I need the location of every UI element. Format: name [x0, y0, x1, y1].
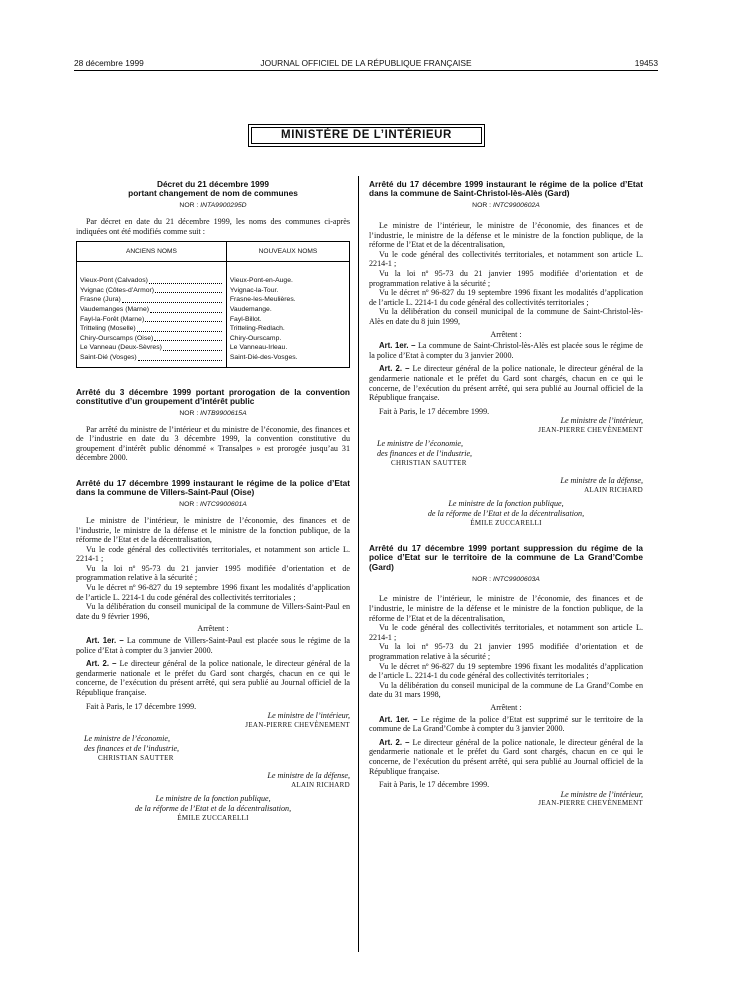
table-row: [77, 353, 350, 367]
arrete-prorogation-section: [76, 388, 350, 463]
new-name-cell: Tritteling-Redlach.: [226, 324, 349, 334]
signature-defense: Le ministre de la défense, ALAIN RICHARD: [560, 476, 643, 494]
table-row: [77, 334, 350, 344]
signature-economie: Le ministre de l’économie, des finances et de l’industrie, CHRISTIAN SAUTTER: [84, 734, 180, 762]
visa: Vu la délibération du conseil municipal de la commune de La Grand’Combe en date du 31 mars 1998,: [369, 680, 643, 700]
new-name-cell: Vaudemange.: [226, 305, 349, 315]
article-1: Art. 1er. – Le régime de la police d’Etat est supprimé sur le territoire de la commune de La Grand’Combe à compter du 3 janvier 2000.: [369, 714, 643, 734]
new-name-cell: Yvignac-la-Tour.: [226, 286, 349, 296]
visa: Vu la loi nº 95-73 du 21 janvier 1995 modifiée d’orientation et de programmation relative à la sécurité ;: [369, 642, 643, 661]
nor-line: NOR : INTB9900615A: [179, 409, 247, 417]
table-row: [77, 295, 350, 305]
old-name-cell: Fayl-la-Forêt (Marne): [77, 315, 227, 325]
table-row: [77, 315, 350, 325]
decree-title: Décret du 21 décembre 1999: [156, 179, 270, 189]
visa: Vu le code général des collectivités territoriales, et notamment son article L. 2214-1 ;: [76, 544, 350, 564]
arrete-saint-christol-section: [369, 180, 643, 528]
arretent-label: Arrêtent :: [490, 702, 522, 712]
old-name-cell: Frasne (Jura): [77, 295, 227, 305]
table-row: [77, 324, 350, 334]
table-row: [77, 305, 350, 315]
arretent-label: Arrêtent :: [197, 624, 229, 634]
preamble: Le ministre de l’intérieur, le ministre de l’économie, des finances et de l’industrie, le ministre de la défense et le ministre de la fonction publique, de la réforme de l’Etat et de la décentralisation,: [369, 594, 643, 623]
arrete-villers-section: [76, 479, 350, 823]
column-divider: [358, 176, 359, 952]
arretent-label: Arrêtent :: [490, 329, 522, 339]
preamble: Le ministre de l’intérieur, le ministre de l’économie, des finances et de l’industrie, le ministre de la défense et le ministre de la fonction publique, de la réforme de l’Etat et de la décentralisation,: [76, 515, 350, 545]
col-header-new: NOUVEAUX NOMS: [226, 242, 349, 262]
header-page-number: 19453: [634, 58, 658, 68]
visa: Vu le décret nº 96-827 du 19 septembre 1996 fixant les modalités d’application de l’article L. 2214-1 du code général des collectivités territoriales ;: [76, 583, 350, 602]
decree-intro: Par décret en date du 21 décembre 1999, les noms des communes ci-après indiquées ont été modifiés comme suit :: [76, 217, 350, 236]
signature-interieur: Le ministre de l’intérieur, JEAN-PIERRE CHEVÈNEMENT: [538, 789, 643, 808]
signature-fonction-publique: Le ministre de la fonction publique, de la réforme de l’Etat et de la décentralisation, ÉMILE ZUCCARELLI: [134, 794, 292, 822]
old-name-cell: Vaudemanges (Marne): [77, 305, 227, 315]
nor-code: INTC9900602A: [492, 202, 540, 210]
header-date: 28 décembre 1999: [74, 58, 144, 68]
right-column: [369, 180, 643, 809]
table-row: [77, 286, 350, 296]
visa: Vu le décret nº 96-827 du 19 septembre 1996 fixant les modalités d’application de l’article L. 2214-1 du code général des collectivités territoriales ;: [369, 661, 643, 681]
decree-subtitle: portant changement de nom de communes: [128, 188, 298, 199]
old-name-cell: Saint-Dié (Vosges): [77, 353, 227, 367]
visa: Vu le décret nº 96-827 du 19 septembre 1996 fixant les modalités d’application de l’article L. 2214-1 du code général des collectivités territoriales ;: [369, 288, 643, 307]
article-2: Art. 2. – Le directeur général de la police nationale, le directeur général de la gendarmerie nationale et le préfet du Gard sont chargés, chacun en ce qui le concerne, de l’exécution du présent arrêté, qui sera publié au Journal officiel de la République française.: [76, 659, 350, 697]
old-name-cell: Tritteling (Moselle): [77, 324, 227, 334]
fait-a-paris: Fait à Paris, le 17 décembre 1999.: [379, 780, 490, 790]
nor-line: NOR : INTC9900602A: [472, 202, 540, 210]
new-name-cell: Fayl-Billot.: [226, 315, 349, 325]
new-name-cell: Saint-Dié-des-Vosges.: [226, 353, 349, 367]
old-name-cell: Chiry-Ourscamps (Oise): [77, 334, 227, 344]
nor-code: INTC9900603A: [492, 575, 540, 583]
arrete-grand-combe-section: [369, 544, 643, 809]
visa: Vu le code général des collectivités territoriales, et notamment son article L. 2214-1 ;: [369, 623, 643, 642]
names-table: [76, 241, 350, 367]
old-name-cell: Vieux-Pont (Calvados): [77, 262, 227, 286]
signature-interieur: Le ministre de l’intérieur, JEAN-PIERRE CHEVÈNEMENT: [245, 711, 350, 729]
nor-line: NOR : INTA9900295D: [179, 202, 247, 210]
ministry-title: MINISTÈRE DE L’INTÉRIEUR: [251, 127, 482, 144]
signature-interieur: Le ministre de l’intérieur, JEAN-PIERRE CHEVÈNEMENT: [538, 416, 643, 434]
header-journal: JOURNAL OFFICIEL DE LA RÉPUBLIQUE FRANÇAISE: [260, 58, 472, 68]
nor-code: INTC9900601A: [199, 501, 247, 509]
left-column: [76, 180, 350, 823]
fait-a-paris: Fait à Paris, le 17 décembre 1999.: [379, 406, 490, 416]
header-rule: [74, 70, 658, 71]
visa: Vu le code général des collectivités territoriales, et notamment son article L. 2214-1 ;: [369, 249, 643, 269]
new-name-cell: Frasne-les-Meulières.: [226, 295, 349, 305]
visa: Vu la délibération du conseil municipal de la commune de Villers-Saint-Paul en date du 9 février 1996,: [76, 602, 350, 621]
fait-a-paris: Fait à Paris, le 17 décembre 1999.: [86, 701, 197, 711]
nor-code: INTB9900615A: [200, 409, 247, 417]
new-name-cell: Le Vanneau-Irleau.: [226, 343, 349, 353]
visa: Vu la délibération du conseil municipal de la commune de Saint-Christol-lès-Alès en date du 8 juin 1999,: [369, 307, 643, 326]
preamble: Le ministre de l’intérieur, le ministre de l’économie, des finances et de l’industrie, le ministre de la défense et le ministre de la fonction publique, de la réforme de l’Etat et de la décentralisation,: [369, 221, 643, 250]
new-name-cell: Chiry-Ourscamp.: [226, 334, 349, 344]
old-name-cell: Le Vanneau (Deux-Sèvres): [77, 343, 227, 353]
article-2: Art. 2. – Le directeur général de la police nationale, le directeur général de la gendarmerie nationale et le préfet du Gard sont chargés, chacun en ce qui le concerne, de l’exécution du présent arrêté, qui sera publié au Journal officiel de la République française.: [369, 364, 643, 403]
signatures: [76, 711, 350, 823]
arrete-title: Arrêté du 17 décembre 1999 portant suppression du régime de la police d’Etat sur le territoire de la commune de La Grand’Combe (Gard): [369, 543, 643, 572]
nor-code: INTA9900295D: [200, 202, 247, 210]
ministry-box: [248, 124, 485, 147]
arrete-body: Par arrêté du ministre de l’intérieur et du ministre de l’économie, des finances et de l’industrie en date du 3 décembre 1999, la convention constitutive du groupement d’intérêt public dénommé « Transalpes » est prorogée jusqu’au 31 décembre 2000.: [76, 424, 350, 463]
visa: Vu la loi nº 95-73 du 21 janvier 1995 modifiée d’orientation et de programmation relative à la sécurité ;: [76, 563, 350, 583]
article-1: Art. 1er. – La commune de Saint-Christol-lès-Alès est placée sous le régime de la police d’Etat à compter du 3 janvier 2000.: [369, 341, 643, 360]
arrete-title: Arrêté du 17 décembre 1999 instaurant le régime de la police d’Etat dans la commune de Saint-Christol-lès-Alès (Gard): [369, 179, 643, 199]
nor-line: NOR : INTC9900603A: [472, 575, 540, 583]
table-row: [77, 343, 350, 353]
arrete-title: Arrêté du 3 décembre 1999 portant prorogation de la convention constitutive d’un groupement d’intérêt public: [76, 386, 350, 406]
article-1: Art. 1er. – La commune de Villers-Saint-Paul est placée sous le régime de la police d’Etat à compter du 3 janvier 2000.: [76, 636, 350, 655]
signatures: [369, 416, 643, 528]
old-name-cell: Yvignac (Côtes-d’Armor): [77, 286, 227, 296]
article-2: Art. 2. – Le directeur général de la police nationale, le directeur général de la gendarmerie nationale et le préfet du Gard sont chargés, chacun en ce qui le concerne, de l’exécution du présent arrêté, qui sera publié au Journal officiel de la République française.: [369, 737, 643, 776]
nor-line: NOR : INTC9900601A: [179, 501, 247, 509]
decree-section: [76, 180, 350, 368]
signature-fonction-publique: Le ministre de la fonction publique, de la réforme de l’Etat et de la décentralisation, ÉMILE ZUCCARELLI: [427, 499, 585, 527]
visa: Vu la loi nº 95-73 du 21 janvier 1995 modifiée d’orientation et de programmation relative à la sécurité ;: [369, 268, 643, 288]
table-row: [77, 262, 350, 286]
arrete-title: Arrêté du 17 décembre 1999 instaurant le régime de la police d’Etat dans la commune de Villers-Saint-Paul (Oise): [76, 477, 350, 498]
col-header-old: ANCIENS NOMS: [77, 242, 227, 262]
new-name-cell: Vieux-Pont-en-Auge.: [226, 262, 349, 286]
signature-economie: Le ministre de l’économie, des finances et de l’industrie, CHRISTIAN SAUTTER: [377, 439, 473, 467]
signatures: [369, 790, 643, 809]
signature-defense: Le ministre de la défense, ALAIN RICHARD: [267, 771, 350, 789]
